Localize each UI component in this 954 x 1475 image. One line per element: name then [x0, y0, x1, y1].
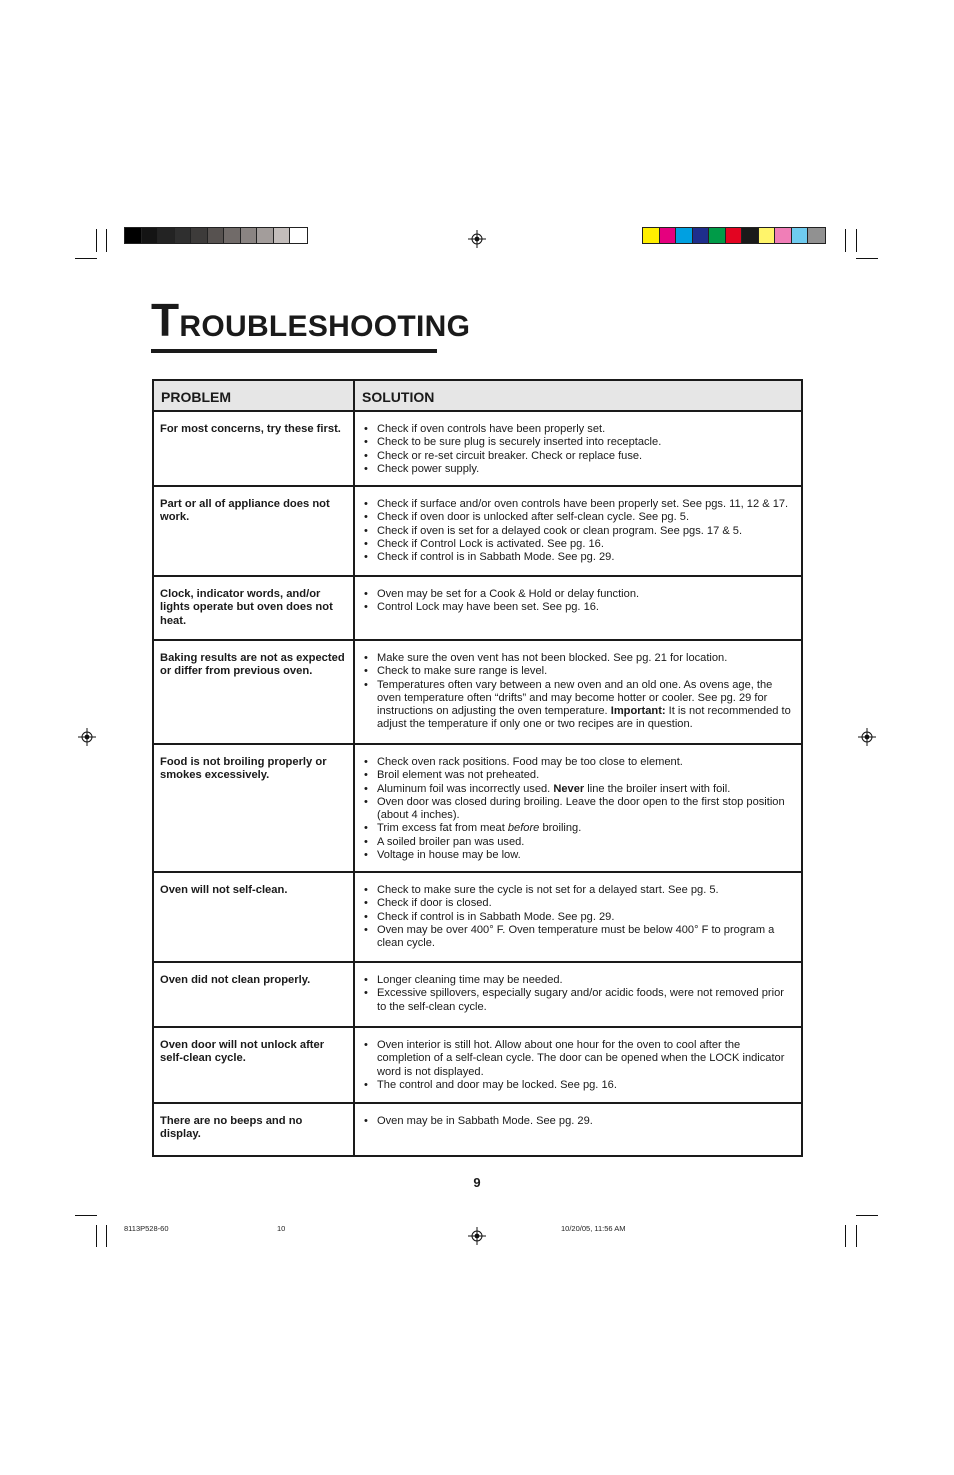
color-swatch — [709, 228, 726, 243]
table-body — [154, 412, 801, 1155]
solution-list — [362, 974, 791, 1014]
solution-item: • Voltage in house may be low. — [362, 849, 791, 862]
solution-item — [362, 822, 791, 835]
solution-list — [362, 588, 791, 615]
crop-mark — [75, 258, 97, 259]
color-swatch — [792, 228, 809, 243]
title-initial: T — [151, 294, 180, 346]
solution-item: • Oven interior is still hot. Allow about one hour for the oven to cool after the completion of a self-clean cycle. The door can be opened when the LOCK indicator word is not displayed. — [362, 1039, 791, 1079]
table-row — [154, 745, 801, 873]
solution-cell — [355, 873, 801, 961]
crop-mark — [75, 1215, 97, 1216]
color-swatch — [191, 228, 208, 243]
title-underline — [151, 349, 437, 353]
slug-file-name: 8113P528-60 — [124, 1224, 169, 1233]
troubleshooting-table — [152, 379, 803, 1157]
color-swatch — [726, 228, 743, 243]
solution-item: • Check or re-set circuit breaker. Check or replace fuse. — [362, 450, 791, 463]
solution-item: • Oven may be over 400° F. Oven temperature must be below 400° F to program a clean cycle. — [362, 924, 791, 951]
table-header — [154, 381, 801, 412]
color-swatch — [775, 228, 792, 243]
color-swatch — [693, 228, 710, 243]
table-row — [154, 641, 801, 745]
crop-mark — [856, 229, 857, 252]
solution-item: • Check power supply. — [362, 463, 791, 476]
solution-item: • Oven may be set for a Cook & Hold or delay function. — [362, 588, 791, 601]
solution-cell — [355, 1028, 801, 1102]
grayscale-calibration-bar — [124, 227, 308, 244]
slug-datetime: 10/20/05, 11:56 AM — [561, 1224, 626, 1233]
registration-mark-icon — [468, 1227, 486, 1245]
solution-list — [362, 756, 791, 862]
table-row — [154, 963, 801, 1028]
solution-item: • A soiled broiler pan was used. — [362, 836, 791, 849]
solution-emphasis: Never — [553, 782, 585, 795]
crop-mark — [856, 1225, 857, 1247]
solution-item: • Broil element was not preheated. — [362, 769, 791, 782]
crop-mark — [856, 1215, 878, 1216]
color-swatch — [290, 228, 307, 243]
solution-cell — [355, 963, 801, 1026]
table-row — [154, 873, 801, 963]
color-swatch — [208, 228, 225, 243]
color-swatch — [759, 228, 776, 243]
solution-item: • Check if door is closed. — [362, 897, 791, 910]
solution-item: • Check if Control Lock is activated. See pg. 16. — [362, 538, 791, 551]
solution-item: • Check if oven controls have been properly set. — [362, 423, 791, 436]
solution-list — [362, 423, 791, 476]
solution-item — [362, 679, 791, 732]
solution-item: • Check if oven door is unlocked after self-clean cycle. See pg. 5. — [362, 511, 791, 524]
crop-mark — [96, 1225, 97, 1247]
solution-item: • Check to be sure plug is securely inserted into receptacle. — [362, 436, 791, 449]
crop-mark — [96, 229, 97, 252]
registration-mark-icon — [468, 230, 486, 248]
solution-item: • Check to make sure range is level. — [362, 665, 791, 678]
solution-cell — [355, 641, 801, 743]
color-swatch — [676, 228, 693, 243]
page-title — [151, 294, 471, 353]
problem-cell: Baking results are not as expected or differ from previous oven. — [154, 641, 355, 743]
solution-list — [362, 652, 791, 732]
solution-emphasis: Important: — [610, 705, 666, 718]
problem-cell: Oven did not clean properly. — [154, 963, 355, 1026]
solution-item: • Longer cleaning time may be needed. — [362, 974, 791, 987]
crop-mark — [856, 258, 878, 259]
solution-cell — [355, 487, 801, 575]
problem-cell: Clock, indicator words, and/or lights operate but oven does not heat. — [154, 577, 355, 639]
solution-column-header: SOLUTION — [362, 389, 435, 405]
problem-cell: Oven will not self-clean. — [154, 873, 355, 961]
page-number: 9 — [473, 1175, 481, 1190]
color-swatch — [274, 228, 291, 243]
solution-item: • Check to make sure the cycle is not set for a delayed start. See pg. 5. — [362, 884, 791, 897]
registration-mark-icon — [858, 728, 876, 746]
slug-page: 10 — [277, 1224, 286, 1233]
table-row — [154, 1028, 801, 1104]
color-swatch — [224, 228, 241, 243]
color-swatch — [241, 228, 258, 243]
color-calibration-bar — [642, 227, 826, 244]
solution-item: • Control Lock may have been set. See pg. 16. — [362, 601, 791, 614]
color-swatch — [808, 228, 825, 243]
color-swatch — [125, 228, 142, 243]
solution-emphasis: before — [507, 822, 540, 835]
problem-cell: There are no beeps and no display. — [154, 1104, 355, 1155]
solution-text: Aluminum foil was incorrectly used. — [377, 782, 554, 795]
solution-item: • Make sure the oven vent has not been blocked. See pg. 21 for location. — [362, 652, 791, 665]
color-swatch — [175, 228, 192, 243]
solution-item: • Check if control is in Sabbath Mode. See pg. 29. — [362, 911, 791, 924]
table-row — [154, 412, 801, 487]
solution-item: • Excessive spillovers, especially sugary and/or acidic foods, were not removed prior to the self-clean cycle. — [362, 987, 791, 1014]
solution-item: • Oven may be in Sabbath Mode. See pg. 29. — [362, 1115, 791, 1128]
solution-text: It is not recommended to adjust the temperature if only one or two recipes are in question. — [377, 705, 791, 731]
title-rest: ROUBLESHOOTING — [179, 310, 471, 343]
crop-mark — [845, 229, 846, 252]
solution-list — [362, 498, 791, 564]
color-swatch — [643, 228, 660, 243]
color-swatch — [158, 228, 175, 243]
solution-item: • Check if oven is set for a delayed cook or clean program. See pgs. 17 & 5. — [362, 525, 791, 538]
solution-item: • The control and door may be locked. See pg. 16. — [362, 1079, 791, 1092]
solution-text: Temperatures often vary between a new oven and an old one. As ovens age, the oven temperature often “drifts” and may become hotter or cooler. See pg. 29 for instructions on adjusting the oven temperature. — [377, 678, 773, 718]
solution-cell — [355, 412, 801, 485]
solution-list — [362, 1115, 791, 1128]
solution-cell — [355, 577, 801, 639]
solution-item: • Check oven rack positions. Food may be too close to element. — [362, 756, 791, 769]
color-swatch — [742, 228, 759, 243]
solution-text: line the broiler insert with foil. — [584, 782, 731, 795]
solution-item: • Oven door was closed during broiling. Leave the door open to the first stop position (about 4 inches). — [362, 796, 791, 823]
registration-mark-icon — [78, 728, 96, 746]
color-swatch — [257, 228, 274, 243]
solution-text: Trim excess fat from meat — [377, 822, 508, 835]
crop-mark — [845, 1225, 846, 1247]
table-row — [154, 487, 801, 577]
solution-list — [362, 884, 791, 950]
solution-cell — [355, 1104, 801, 1155]
solution-item: • Check if surface and/or oven controls have been properly set. See pgs. 11, 12 & 17. — [362, 498, 791, 511]
problem-cell: Part or all of appliance does not work. — [154, 487, 355, 575]
problem-cell: Food is not broiling properly or smokes excessively. — [154, 745, 355, 871]
table-row — [154, 1104, 801, 1155]
crop-mark — [106, 1225, 107, 1247]
solution-text: broiling. — [539, 822, 582, 835]
problem-cell: For most concerns, try these first. — [154, 412, 355, 485]
solution-cell — [355, 745, 801, 871]
crop-mark — [106, 229, 107, 252]
problem-cell: Oven door will not unlock after self-clean cycle. — [154, 1028, 355, 1102]
solution-item: • Check if control is in Sabbath Mode. See pg. 29. — [362, 551, 791, 564]
problem-column-header: PROBLEM — [154, 381, 355, 410]
solution-list — [362, 1039, 791, 1092]
color-swatch — [142, 228, 159, 243]
page-title-text — [151, 294, 471, 347]
table-row — [154, 577, 801, 641]
color-swatch — [660, 228, 677, 243]
solution-item — [362, 783, 791, 796]
